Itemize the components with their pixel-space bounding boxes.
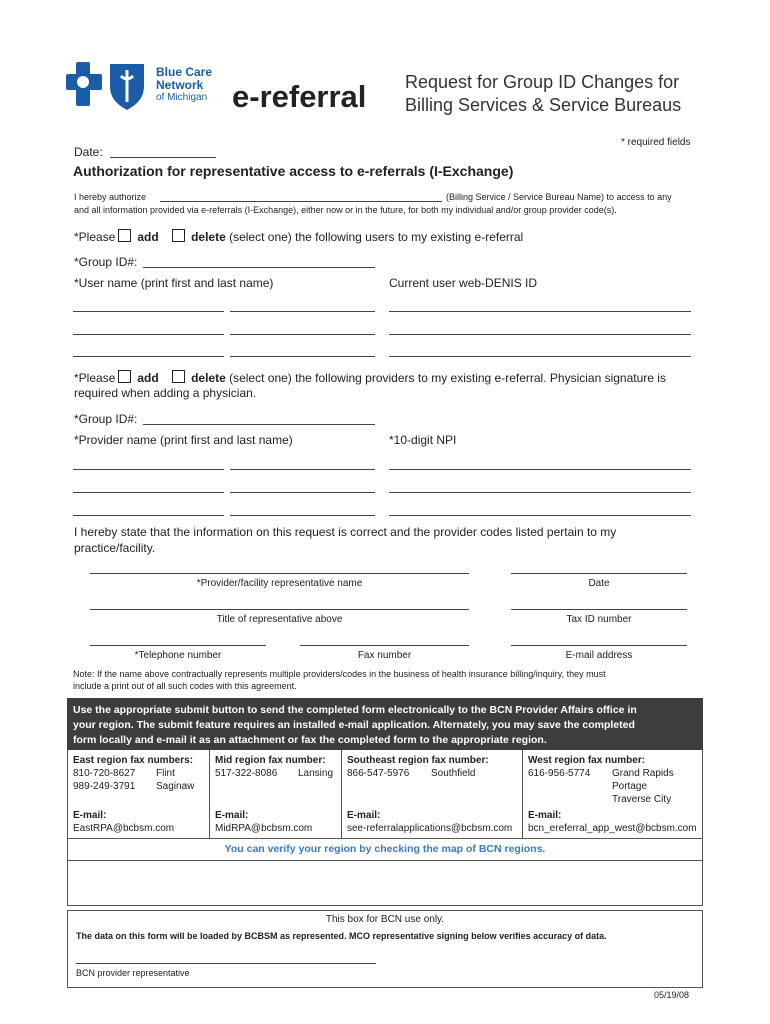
logo-line2: Network	[156, 78, 204, 92]
rep-name-label: *Provider/facility representative name	[196, 578, 363, 589]
east-city1: Flint	[156, 768, 175, 779]
provider-last-name-field[interactable]	[230, 515, 375, 516]
users-add-label: add	[137, 230, 159, 244]
user-last-name-field[interactable]	[230, 334, 375, 335]
rep-title-label: Title of representative above	[216, 614, 343, 625]
southeast-email-link[interactable]: see-referralapplications@bcbsm.com	[347, 823, 513, 834]
providers-add-checkbox[interactable]	[118, 370, 131, 383]
note-line2: include a print out of all such codes with this agreement.	[73, 681, 297, 691]
southeast-email-label: E-mail:	[347, 810, 381, 821]
npi-label: *10-digit NPI	[389, 433, 457, 447]
users-group-id-label: *Group ID#:	[74, 255, 138, 269]
users-instruction	[74, 229, 523, 244]
user-web-denis-id-field[interactable]	[389, 356, 691, 357]
date-field[interactable]	[110, 157, 216, 158]
region-divider	[522, 750, 523, 838]
telephone-label: *Telephone number	[134, 650, 222, 661]
billing-service-name-field[interactable]	[160, 201, 442, 202]
providers-instruction-line2: required when adding a physician.	[74, 386, 257, 400]
provider-name-label: *Provider name (print first and last name)	[74, 433, 293, 447]
telephone-field[interactable]	[90, 645, 266, 646]
bcn-rep-label: BCN provider representative	[76, 968, 190, 978]
form-date-code: 05/19/08	[654, 990, 690, 1000]
providers-delete-label: delete	[191, 371, 226, 385]
west-city1: Grand Rapids	[612, 768, 674, 779]
providers-instruction	[74, 370, 666, 385]
provider-first-name-field[interactable]	[73, 515, 224, 516]
east-region-title: East region fax numbers:	[73, 755, 194, 766]
east-fax2: 989-249-3791	[73, 781, 136, 792]
authorization-heading: Authorization for representative access to e-referrals (I-Exchange)	[73, 163, 514, 179]
blue-cross-shield-logo-icon	[66, 62, 150, 112]
provider-first-name-field[interactable]	[73, 492, 224, 493]
user-first-name-field[interactable]	[73, 334, 224, 335]
form-title-line1: Request for Group ID Changes for	[405, 72, 680, 92]
west-region-title: West region fax number:	[528, 755, 646, 766]
providers-group-id-label: *Group ID#:	[74, 412, 138, 426]
date-signed-label: Date	[588, 578, 610, 589]
users-delete-checkbox[interactable]	[172, 229, 185, 242]
product-name: e-referral	[232, 79, 367, 114]
user-web-denis-id-field[interactable]	[389, 311, 691, 312]
fax-field[interactable]	[300, 645, 469, 646]
rep-name-field[interactable]	[90, 573, 469, 574]
southeast-city1: Southfield	[431, 768, 476, 779]
west-fax1: 616-956-5774	[528, 768, 591, 779]
mid-region-title: Mid region fax number:	[215, 755, 326, 766]
bcn-use-statement: The data on this form will be loaded by BCBSM as represented. MCO representative signing below verifies accuracy of data.	[76, 931, 607, 941]
verify-divider	[67, 860, 703, 861]
form-title-line2: Billing Services & Service Bureaus	[405, 95, 682, 115]
tax-id-field[interactable]	[511, 609, 687, 610]
note-line1: Note: If the name above contractually represents multiple providers/codes in the business of health insurance billing/inquiry, they must	[73, 669, 606, 679]
users-delete-label: delete	[191, 230, 226, 244]
provider-npi-field[interactable]	[389, 515, 691, 516]
required-fields-note: * required fields	[621, 137, 691, 148]
tax-id-label: Tax ID number	[566, 614, 632, 625]
logo-line3: of Michigan	[156, 92, 208, 103]
provider-last-name-field[interactable]	[230, 469, 375, 470]
users-please-label: *Please	[74, 230, 116, 244]
users-instruction-rest: (select one) the following users to my existing e-referral	[229, 230, 524, 244]
bcn-rep-signature-field[interactable]	[76, 963, 376, 964]
user-last-name-field[interactable]	[230, 356, 375, 357]
verify-region-link[interactable]: You can verify your region by checking the map of BCN regions.	[224, 843, 546, 855]
provider-npi-field[interactable]	[389, 492, 691, 493]
east-email-link[interactable]: EastRPA@bcbsm.com	[73, 823, 175, 834]
mid-email-link[interactable]: MidRPA@bcbsm.com	[215, 823, 313, 834]
user-web-denis-id-field[interactable]	[389, 334, 691, 335]
authorization-text: and all information provided via e-referrals (I-Exchange), either now or in the future, for both my individual and/or group provider code(s).	[74, 205, 617, 215]
southeast-region-title: Southeast region fax number:	[347, 755, 489, 766]
west-email-label: E-mail:	[528, 810, 562, 821]
mid-email-label: E-mail:	[215, 810, 249, 821]
email-field[interactable]	[511, 645, 687, 646]
provider-first-name-field[interactable]	[73, 469, 224, 470]
users-group-id-field[interactable]	[143, 267, 375, 268]
west-city3: Traverse City	[612, 794, 672, 805]
billing-service-name-caption: (Billing Service / Service Bureau Name) to access to any	[446, 192, 672, 202]
east-email-label: E-mail:	[73, 810, 107, 821]
region-bottom-divider	[67, 838, 703, 839]
statement-line1: I hereby state that the information on this request is correct and the provider codes listed pertain to my	[74, 525, 617, 539]
bcn-use-title: This box for BCN use only.	[325, 914, 445, 925]
statement-line2: practice/facility.	[74, 541, 156, 555]
submit-instructions	[73, 703, 637, 748]
user-first-name-field[interactable]	[73, 311, 224, 312]
providers-please-label: *Please	[74, 371, 116, 385]
providers-group-id-field[interactable]	[143, 424, 375, 425]
providers-delete-checkbox[interactable]	[172, 370, 185, 383]
submit-banner	[67, 698, 703, 750]
west-email-link[interactable]: bcn_ereferral_app_west@bcbsm.com	[528, 823, 697, 834]
user-first-name-field[interactable]	[73, 356, 224, 357]
west-city2: Portage	[612, 781, 648, 792]
providers-instruction-rest: (select one) the following providers to my existing e-referral. Physician signature is	[229, 371, 666, 385]
mid-fax1: 517-322-8086	[215, 768, 278, 779]
fax-label: Fax number	[357, 650, 412, 661]
submit-line1: Use the appropriate submit button to send the completed form electronically to the BCN Provider Affairs office in	[73, 704, 637, 716]
web-denis-id-label: Current user web-DENIS ID	[389, 276, 538, 290]
east-city2: Saginaw	[156, 781, 195, 792]
authorize-label: I hereby authorize	[74, 192, 147, 202]
users-add-checkbox[interactable]	[118, 229, 131, 242]
date-signed-field[interactable]	[511, 573, 687, 574]
submit-line3: form locally and e-mail it as an attachment or fax the completed form to the appropriate region.	[73, 734, 547, 746]
east-fax1: 810-720-8627	[73, 768, 136, 779]
region-divider	[209, 750, 210, 838]
logo-line1: Blue Care	[156, 65, 213, 79]
user-name-label: *User name (print first and last name)	[74, 276, 274, 290]
user-last-name-field[interactable]	[230, 311, 375, 312]
provider-last-name-field[interactable]	[230, 492, 375, 493]
submit-line2: your region. The submit feature requires an installed e-mail application. Alternately, you may save the completed	[73, 719, 635, 731]
rep-title-field[interactable]	[90, 609, 469, 610]
southeast-fax1: 866-547-5976	[347, 768, 410, 779]
date-label: Date:	[74, 145, 103, 159]
email-label: E-mail address	[565, 650, 633, 661]
providers-add-label: add	[137, 371, 159, 385]
mid-city1: Lansing	[298, 768, 334, 779]
provider-npi-field[interactable]	[389, 469, 691, 470]
region-divider	[341, 750, 342, 838]
